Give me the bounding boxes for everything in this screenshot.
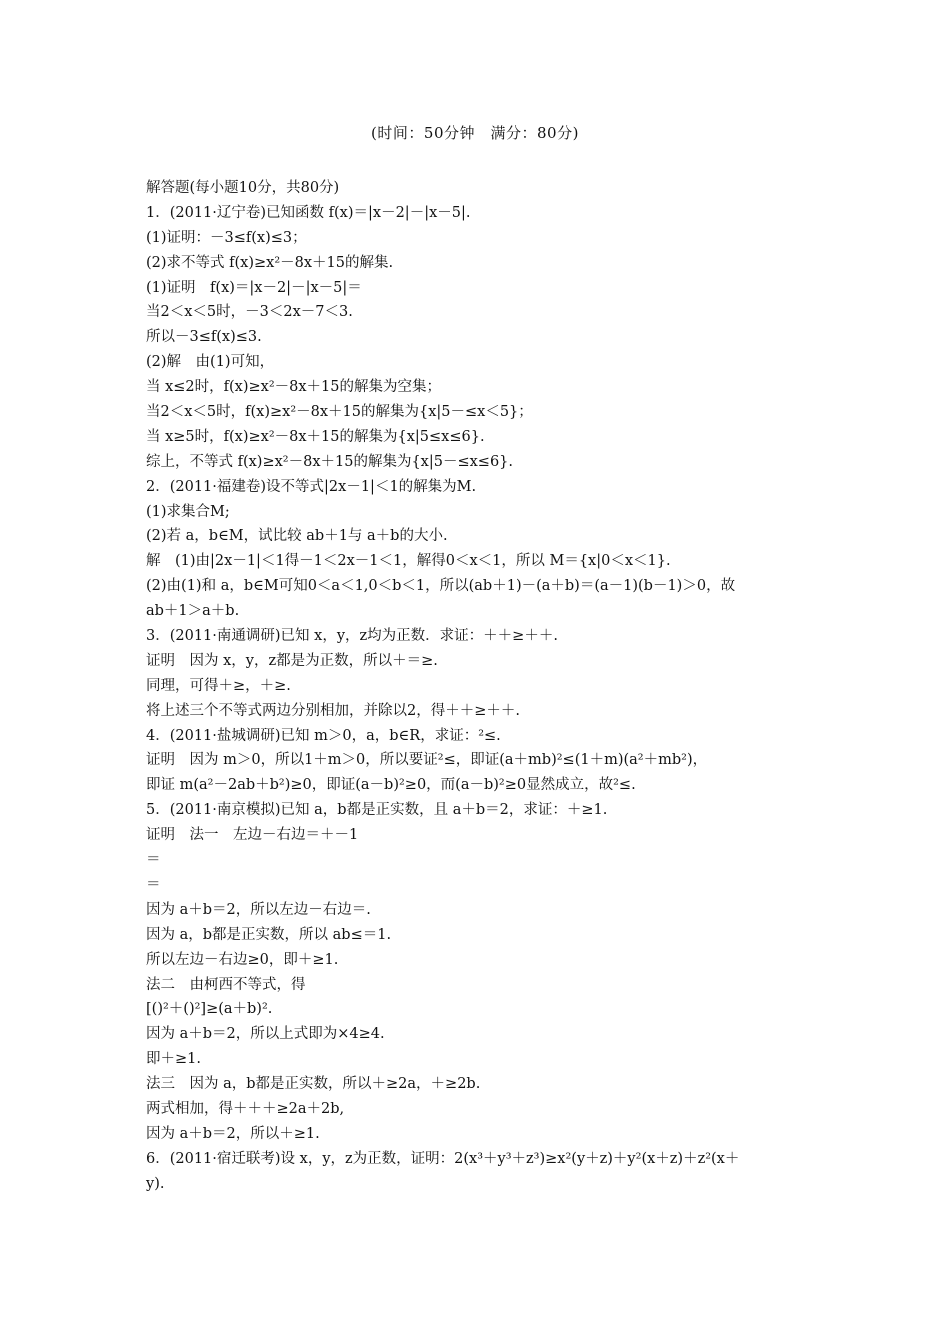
text-line: 当2＜x＜5时，－3＜2x－7＜3. bbox=[146, 304, 353, 321]
text-line: 当2＜x＜5时，f(x)≥x²－8x＋15的解集为{x|5－≤x＜5}； bbox=[146, 404, 533, 421]
text-line: ＝ bbox=[146, 876, 161, 893]
text-line: 当 x≤2时，f(x)≥x²－8x＋15的解集为空集； bbox=[146, 379, 442, 396]
text-line: 所以左边－右边≥0，即＋≥1. bbox=[146, 951, 339, 968]
text-line: 因为 a＋b＝2，所以左边－右边＝. bbox=[146, 901, 371, 918]
text-line: (2)求不等式 f(x)≥x²－8x＋15的解集. bbox=[146, 254, 394, 271]
solution-text bbox=[146, 176, 816, 1197]
text-line: 即＋≥1. bbox=[146, 1051, 201, 1068]
text-line: y). bbox=[146, 1175, 165, 1192]
text-line: 即证 m(a²－2ab＋b²)≥0，即证(a－b)²≥0，而(a－b)²≥0显然成立，故²≤. bbox=[146, 777, 636, 794]
text-line: [()²＋()²]≥(a＋b)². bbox=[146, 1001, 273, 1018]
text-line: (1)证明 f(x)＝|x－2|－|x－5|＝ bbox=[146, 279, 362, 296]
text-line: 法二 由柯西不等式，得 bbox=[146, 976, 306, 993]
text-line: 证明 因为 x，y，z都是为正数，所以＋＝≥. bbox=[146, 652, 438, 669]
text-line: 因为 a＋b＝2，所以上式即为×4≥4. bbox=[146, 1026, 385, 1043]
text-line: 1．(2011·辽宁卷)已知函数 f(x)＝|x－2|－|x－5|. bbox=[146, 204, 471, 221]
text-line: ＝ bbox=[146, 852, 161, 869]
text-line: 证明 法一 左边－右边＝＋－1 bbox=[146, 827, 359, 844]
text-line: 解 (1)由|2x－1|＜1得－1＜2x－1＜1，解得0＜x＜1，所以 M＝{x|0＜x＜1}. bbox=[146, 553, 671, 570]
text-line: 所以－3≤f(x)≤3. bbox=[146, 329, 262, 346]
text-line: 解答题(每小题10分，共80分) bbox=[146, 180, 340, 196]
text-line: 同理，可得＋≥，＋≥. bbox=[146, 677, 291, 694]
text-line: 3．(2011·南通调研)已知 x，y，z均为正数．求证：＋＋≥＋＋. bbox=[146, 628, 558, 645]
text-line: ab＋1＞a＋b. bbox=[146, 603, 240, 620]
text-line: (2)若 a，b∈M，试比较 ab＋1与 a＋b的大小. bbox=[146, 528, 448, 545]
text-line: 因为 a＋b＝2，所以＋≥1. bbox=[146, 1125, 320, 1142]
text-line: 将上述三个不等式两边分别相加，并除以2，得＋＋≥＋＋. bbox=[146, 702, 520, 719]
text-line: 因为 a，b都是正实数，所以 ab≤＝1. bbox=[146, 926, 392, 943]
text-line: 6．(2011·宿迁联考)设 x，y，z为正数，证明：2(x³＋y³＋z³)≥x²(y＋z)＋y²(x＋z)＋z²(x＋ bbox=[146, 1150, 740, 1167]
text-line: 证明 因为 m＞0，所以1＋m＞0，所以要证²≤，即证(a＋mb)²≤(1＋m)(a²＋mb²)， bbox=[146, 752, 708, 769]
text-line: (2)由(1)和 a，b∈M可知0＜a＜1,0＜b＜1，所以(ab＋1)－(a＋b)＝(a－1)(b－1)＞0，故 bbox=[146, 578, 736, 595]
text-line: 5．(2011·南京模拟)已知 a，b都是正实数，且 a＋b＝2，求证：＋≥1. bbox=[146, 802, 608, 819]
text-line: (1)求集合M; bbox=[146, 503, 230, 520]
text-line: 综上，不等式 f(x)≥x²－8x＋15的解集为{x|5－≤x≤6}. bbox=[146, 453, 514, 470]
text-line: 当 x≥5时，f(x)≥x²－8x＋15的解集为{x|5≤x≤6}. bbox=[146, 428, 485, 445]
text-line: 法三 因为 a，b都是正实数，所以＋≥2a，＋≥2b. bbox=[146, 1076, 481, 1093]
text-line: 4．(2011·盐城调研)已知 m＞0，a，b∈R，求证：²≤. bbox=[146, 727, 501, 744]
exam-header: (时间：50分钟 满分：80分) bbox=[371, 124, 579, 142]
text-line: (1)证明：－3≤f(x)≤3； bbox=[146, 229, 307, 246]
text-line: 2．(2011·福建卷)设不等式|2x－1|＜1的解集为M. bbox=[146, 478, 477, 495]
text-line: 两式相加，得＋＋＋≥2a＋2b, bbox=[146, 1100, 345, 1117]
text-line: (2)解 由(1)可知， bbox=[146, 354, 275, 371]
